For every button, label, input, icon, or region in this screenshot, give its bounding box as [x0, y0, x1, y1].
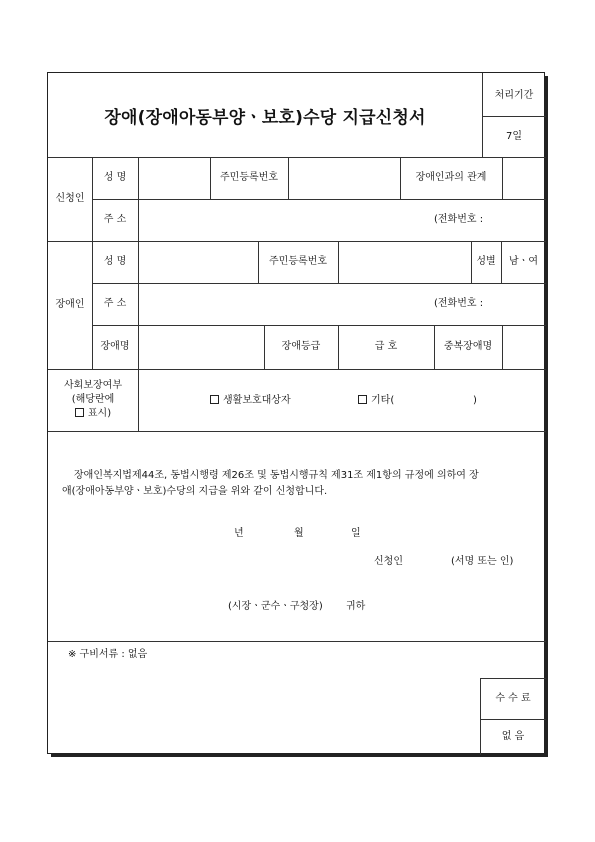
fee-label: 수 수 료	[495, 693, 531, 704]
signer-label: 신청인	[374, 556, 403, 567]
fee-divider	[480, 678, 481, 755]
date-day: 일	[351, 528, 361, 539]
disabled-rrn-label: 주민등록번호	[269, 256, 327, 267]
cell-divider	[288, 157, 289, 199]
cell-divider	[338, 241, 339, 283]
cell-divider	[502, 325, 503, 369]
rule	[92, 199, 546, 200]
fee-top-rule	[480, 678, 546, 679]
disabled-phone-label: (전화번호 :	[434, 298, 484, 309]
option-livelihood-label: 생활보호대상자	[223, 395, 291, 406]
declaration-line-2: 애(장애아동부양ㆍ보호)수당의 지급을 위와 같이 신청합니다.	[62, 486, 328, 497]
rule	[92, 325, 546, 326]
disabled-section-label: 장애인	[55, 299, 85, 310]
social-label-3: 표시)	[87, 408, 112, 419]
form-shadow-bottom	[51, 754, 548, 757]
application-form	[47, 72, 545, 754]
disabled-sex-label: 성별	[476, 256, 496, 267]
option-other-label: 기타(	[371, 395, 395, 406]
disability-name-label: 장애명	[100, 341, 130, 352]
applicant-name-label: 성 명	[103, 172, 127, 183]
option-other-close: )	[473, 395, 477, 406]
multiple-disability-label: 중복장애명	[443, 341, 493, 352]
processing-value: 7일	[505, 131, 523, 142]
rule	[48, 369, 546, 370]
rule	[48, 641, 546, 642]
social-label-2: (해당란에	[71, 394, 115, 405]
honorific: 귀하	[346, 601, 366, 612]
required-documents: ※ 구비서류 : 없음	[68, 649, 148, 660]
option-livelihood[interactable]	[210, 395, 291, 407]
disability-grade-label: 장애등급	[281, 341, 321, 352]
processing-label: 처리기간	[494, 90, 534, 101]
applicant-section-label: 신청인	[55, 193, 85, 204]
disabled-name-label: 성 명	[103, 256, 127, 267]
rule	[92, 283, 546, 284]
date-year: 년	[234, 528, 244, 539]
social-label-3-row	[48, 408, 138, 420]
form-title: 장애(장애아동부양ㆍ보호)수당 지급신청서	[104, 107, 426, 128]
rule	[48, 431, 546, 432]
rule	[48, 157, 546, 158]
social-divider	[138, 369, 139, 431]
applicant-phone-label: (전화번호 :	[434, 214, 484, 225]
date-month: 월	[294, 528, 304, 539]
applicant-address-label: 주 소	[103, 214, 127, 225]
form-shadow-right	[545, 76, 548, 757]
checkbox-other[interactable]	[358, 395, 367, 404]
fee-value: 없 음	[501, 731, 525, 742]
sign-note: (서명 또는 인)	[451, 556, 514, 567]
disabled-address-label: 주 소	[103, 298, 127, 309]
disability-grade-value: 급 호	[374, 341, 398, 352]
addressee: (시장ㆍ군수ㆍ구청장)	[228, 601, 323, 612]
title-divider	[482, 73, 483, 157]
cell-divider	[502, 157, 503, 199]
declaration-line-1: 장애인복지법제44조, 동법시행령 제26조 및 동법시행규칙 제31조 제1항의 규정에 의하여 장	[74, 470, 479, 481]
option-other[interactable]	[358, 395, 394, 407]
applicant-relation-label: 장애인과의 관계	[415, 172, 487, 183]
applicant-rrn-label: 주민등록번호	[220, 172, 278, 183]
processing-divider	[482, 116, 546, 117]
label-divider	[138, 157, 139, 369]
checkbox-icon	[75, 408, 84, 417]
fee-mid-rule	[480, 719, 546, 720]
disabled-sex-value: 남ㆍ여	[509, 256, 538, 267]
checkbox-livelihood[interactable]	[210, 395, 219, 404]
social-label-1: 사회보장여부	[64, 380, 122, 391]
